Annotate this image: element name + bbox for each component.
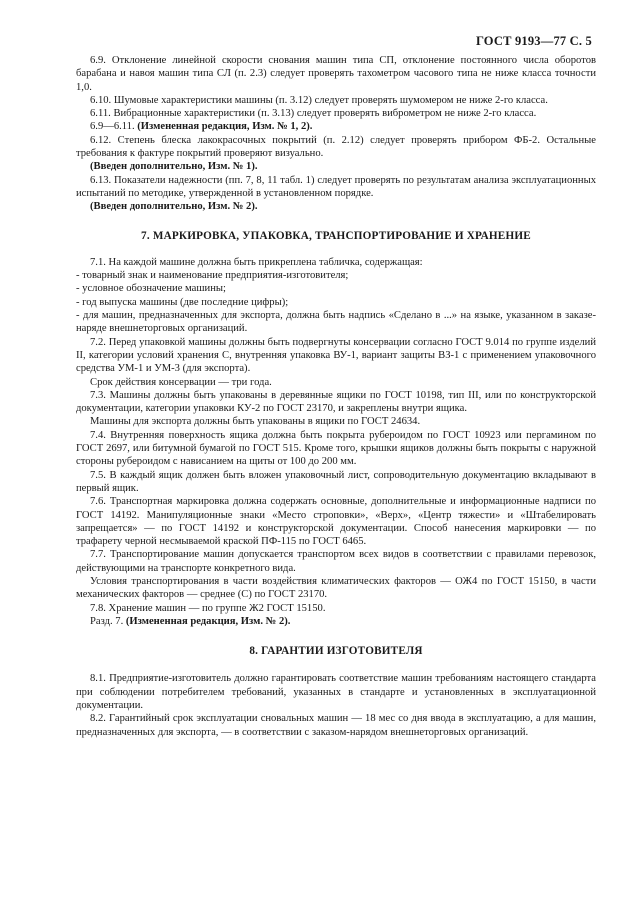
paragraph (76, 174, 596, 201)
paragraph-text: 6.11. Вибрационные характеристики (п. 3.13) следует проверять виброметром не ниже 2-го класса. (90, 108, 537, 120)
paragraph-text: 7.5. В каждый ящик должен быть вложен упаковочный лист, сопроводительную документацию вкладывают в первый ящик. (76, 469, 596, 494)
paragraph (76, 54, 596, 94)
paragraph-lead: 6.9—6.11. (90, 121, 138, 133)
paragraph-text: 7.2. Перед упаковкой машины должны быть подвергнуты консервации согласно ГОСТ 9.014 по группе изделий II, категории условий хранения С, внутренняя упаковка ВУ-1, вариант защиты ВЗ-1 с применением упаковочного средства УМ-1 и УМ-3 (для экспорта). (76, 336, 596, 375)
paragraph-text: 8.1. Предприятие-изготовитель должно гарантировать соответствие машин требованиям настоящего стандарта при соблюдении потребителем требований, указанных в стандарте и установленных в эксплуатационной документации. (76, 673, 596, 712)
paragraph-text: 6.13. Показатели надежности (пп. 7, 8, 11 табл. 1) следует проверять по результатам анализа эксплуатационных испытаний по методике, утвержденной в установленном порядке. (76, 174, 596, 199)
paragraph (76, 575, 596, 602)
paragraph-text: 6.10. Шумовые характеристики машины (п. 3.12) следует проверять шумомером не ниже 2-го класса. (90, 94, 548, 106)
paragraph-text: 7.8. Хранение машин — по группе Ж2 ГОСТ 15150. (90, 602, 326, 614)
paragraph-text: Машины для экспорта должны быть упакованы в ящики по ГОСТ 24634. (90, 416, 421, 428)
paragraph-text: - товарный знак и наименование предприятия-изготовителя; (76, 270, 349, 282)
section-8-body (76, 672, 596, 738)
paragraph (76, 336, 596, 376)
section-6-continuation (76, 54, 596, 214)
paragraph (76, 107, 596, 120)
paragraph (76, 160, 596, 173)
paragraph-text: 7.3. Машины должны быть упакованы в деревянные ящики по ГОСТ 10198, тип III, или по конструкторской документации, категории упаковки КУ-2 по ГОСТ 23170, и закреплены внутри ящика. (76, 389, 596, 415)
document-body (76, 54, 596, 739)
paragraph (76, 256, 596, 269)
paragraph-text: 7.1. На каждой машине должна быть прикреплена табличка, содержащая: (90, 256, 423, 268)
paragraph (76, 269, 596, 282)
paragraph (76, 615, 596, 628)
paragraph (76, 376, 596, 389)
running-head: ГОСТ 9193—77 С. 5 (475, 34, 592, 48)
amendment-note: (Измененная редакция, Изм. № 2). (125, 615, 291, 627)
paragraph (76, 94, 596, 107)
paragraph-text: Условия транспортирования в части воздействия климатических факторов — ОЖ4 по ГОСТ 15150, в части механических факторов — среднее (С) по ГОСТ 23170. (76, 575, 596, 601)
paragraph (76, 389, 596, 416)
paragraph (76, 672, 596, 712)
paragraph (76, 548, 596, 575)
paragraph-text: - условное обозначение машины; (76, 283, 226, 295)
paragraph (76, 134, 596, 161)
paragraph (76, 469, 596, 496)
paragraph-text: 7.4. Внутренняя поверхность ящика должна быть покрыта рубероидом по ГОСТ 10923 или пергамином по ГОСТ 2697, или битумной бумагой по ГОСТ 515. Кроме того, крышки ящиков должны быть покрыты с наружной стороны рубероидом с нависанием на щиты от 100 до 200 мм. (76, 429, 596, 468)
paragraph (76, 415, 596, 428)
paragraph (76, 495, 596, 548)
paragraph (76, 200, 596, 213)
paragraph (76, 712, 596, 739)
amendment-note: (Введен дополнительно, Изм. № 1). (90, 161, 258, 173)
paragraph-text: 6.12. Степень блеска лакокрасочных покрытий (п. 2.12) следует проверять прибором ФБ-2. Остальные требования к фактуре покрытий проверяют визуально. (76, 134, 596, 160)
section-8-heading: 8. ГАРАНТИИ ИЗГОТОВИТЕЛЯ (249, 645, 423, 658)
paragraph-text: Срок действия консервации — три года. (90, 376, 272, 388)
paragraph-text: 6.9. Отклонение линейной скорости снования машин типа СП, отклонение постоянного числа оборотов барабана и навоя машин типа СЛ (п. 2.3) следует проверять тахометром часового типа не ниже класса точности 1,0. (76, 55, 596, 93)
paragraph-text: 7.7. Транспортирование машин допускается транспортом всех видов в соответствии с правилами перевозок, действующими на транспорте конкретного вида. (76, 549, 596, 574)
section-7-body (76, 256, 596, 628)
section-7-heading: 7. МАРКИРОВКА, УПАКОВКА, ТРАНСПОРТИРОВАНИЕ И ХРАНЕНИЕ (141, 229, 531, 242)
paragraph (76, 296, 596, 309)
paragraph-text: - для машин, предназначенных для экспорта, должна быть надпись «Сделано в ...» на языке, указанном в заказе-наряде внешнеторговых организаций. (76, 310, 596, 335)
paragraph (76, 602, 596, 615)
paragraph (76, 309, 596, 336)
paragraph (76, 282, 596, 295)
paragraph (76, 429, 596, 469)
amendment-note: (Измененная редакция, Изм. № 1, 2). (137, 121, 313, 133)
paragraph (76, 120, 596, 133)
paragraph-text: 7.6. Транспортная маркировка должна содержать основные, дополнительные и информационные надписи по ГОСТ 14192. Манипуляционные знаки «Место строповки», «Верх», «Центр тяжести» и «Штабелировать запрещается» — по ГОСТ 14192 и конструкторской документации. Способ нанесения маркировки — по трафарету черной несмываемой краской ПФ-115 по ГОСТ 6465. (76, 496, 596, 548)
paragraph-text: - год выпуска машины (две последние цифры); (76, 296, 289, 308)
paragraph-text: 8.2. Гарантийный срок эксплуатации сновальных машин — 18 мес со дня ввода в эксплуатацию, а для машин, предназначенных для экспорта, — в соответствии с заказом-нарядом внешнеторговых организаций. (76, 713, 596, 738)
amendment-note: (Введен дополнительно, Изм. № 2). (90, 201, 258, 213)
paragraph-lead: Разд. 7. (90, 615, 126, 627)
